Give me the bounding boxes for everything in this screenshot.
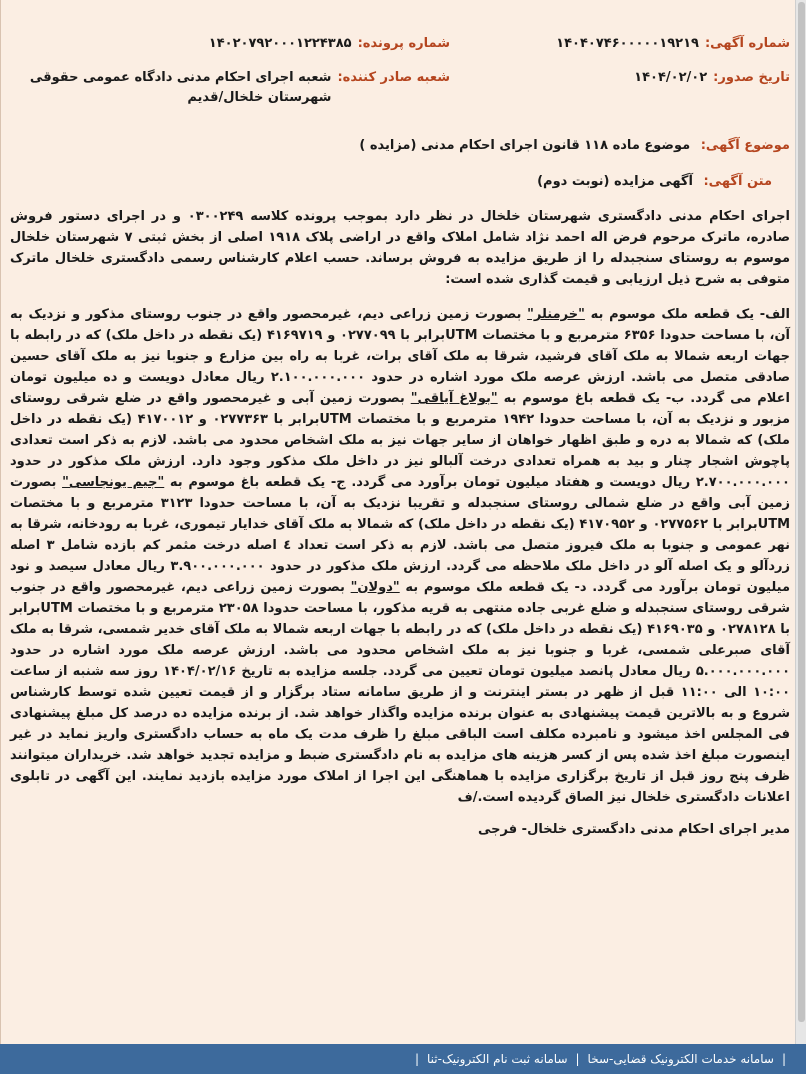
issuer-label: شعبه صادر کننده: [337, 70, 450, 85]
property-b-name: "بولاغ آیاقی" [410, 391, 498, 406]
issue-date [580, 68, 790, 88]
issue-date-value: ۱۴۰۴/۰۲/۰۲ [634, 70, 708, 85]
vertical-scrollbar[interactable] [795, 0, 806, 1044]
property-b-text: بصورت زمین آبی و غیرمحصور واقع در ضلع شرقی روستای مزبور و نزدیک به آن، با مساحت حدودا ۱۹۴۲ مترمربع و با مختصات UTMبرابر با ۰۲۷۷۳۶۳ و ۴۱۷۰۰۱۲ (یک نقطه در داخل ملک) که شمالا به دره و طبق اظهار خواهان از سایر جهات نیز به ملک اشخاص محدود می باشد. لازم به ذکر است تعدادی پاچوش اشجار چنار و بید به همراه تعدادی درخت آلبالو نیز در داخل ملک مذکور وجود دارد. ارزش ملک مذکور در حدود ۲.۷۰۰.۰۰۰.۰۰۰ ریال دویست و هفتاد میلیون تومان برآورد می گردد. ج- یک قطعه باغ موسوم به [10, 391, 791, 490]
footer-link-sana[interactable]: سامانه ثبت نام الکترونیک-ثنا [427, 1052, 568, 1066]
issuer-value: شعبه اجرای احکام مدنی دادگاه عمومی حقوقی شهرستان خلخال/قدیم [29, 70, 332, 105]
file-number-value: ۱۴۰۲۰۷۹۲۰۰۰۱۲۲۴۳۸۵ [208, 36, 352, 51]
issuer [10, 68, 450, 108]
notice-number-label: شماره آگهی: [704, 36, 790, 51]
subject-value: موضوع ماده ۱۱۸ قانون اجرای احکام مدنی (مزایده ) [359, 138, 691, 153]
meta-row-1 [10, 34, 790, 54]
footer-separator: | [781, 1052, 786, 1066]
file-number [10, 34, 450, 54]
scrollbar-thumb[interactable] [798, 2, 805, 1022]
text-title-label: متن آگهی: [703, 174, 772, 189]
property-c-name: "جیم یونجاسی" [62, 475, 165, 490]
footer-link-sakha[interactable]: سامانه خدمات الکترونیک قضایی-سخا [587, 1052, 774, 1066]
notice-content [10, 0, 790, 840]
footer-bar [0, 1044, 806, 1074]
notice-number-value: ۱۴۰۴۰۷۴۶۰۰۰۰۰۱۹۲۱۹ [556, 36, 699, 51]
notice-number [556, 34, 790, 54]
notice-text-title [10, 172, 772, 192]
properties-paragraph [10, 304, 790, 808]
subject-label: موضوع آگهی: [700, 138, 790, 153]
property-d-name: "دولان" [350, 580, 400, 595]
property-d-text: بصورت زمین زراعی دیم، غیرمحصور واقع در جنوب شرقی روستای سنجبدله و ضلع غربی جاده منتهی به قریه مذکور، با مساحت حدودا ۲۳۰۵۸ مترمربع و با مختصات UTMبرابر با ۰۲۷۸۱۲۸ و ۴۱۶۹۰۳۵ (یک نقطه در داخل ملک) که در رابطه با جهات اربعه شمالا به ملک آقای خدیر شمسی، شرقا به ملک آقای صبرعلی شمسی، غربا و جنوبا نیز به ملک اشخاص محدود می باشد. ارزش عرصه ملک مورد اشاره در حدود ۵.۰۰۰.۰۰۰.۰۰۰ ریال معادل پانصد میلیون تومان تعیین می گردد. جلسه مزایده به تاریخ ۱۴۰۴/۰۲/۱۶ روز سه شنبه از ساعت ۱۰:۰۰ الی ۱۱:۰۰ قبل از ظهر در بستر اینترنت و از طریق سامانه ستاد برگزار و از قیمت تعیین شده توسط کارشناس شروع و به بالاترین قیمت پیشنهادی به عنوان برنده مزایده واگذار خواهد شد. از برنده مزایده ده درصد کل مبلغ پیشنهادی فی المجلس اخذ میشود و نامبرده مکلف است الباقی مبلغ را ظرف مدت یک ماه به حساب دادگستری واریز نماید در غیر اینصورت مبلغ اخذ شده پس از کسر هزینه های مزایده به نام دادگستری ضبط و مزایده تجدید خواهد شد. خریداران میتوانند ظرف پنج روز قبل از تاریخ برگزاری مزایده با هماهنگی این اجرا از املاک مورد مزایده بازدید نمایند. این آگهی در تابلوی اعلانات دادگستری خلخال نیز الصاق گردیده است./ف [10, 580, 791, 805]
meta-row-2 [10, 68, 790, 108]
footer-separator: | [414, 1052, 420, 1066]
property-a-text-1: الف- یک قطعه ملک موسوم به [584, 307, 790, 322]
notice-subject [10, 136, 790, 156]
intro-paragraph: اجرای احکام مدنی دادگستری شهرستان خلخال در نظر دارد بموجب پرونده کلاسه ۰۳۰۰۲۴۹ و در اجرای دستور فروش صادره، ماترک مرحوم فرض اله احمد نژاد شامل املاک واقع در اراضی پلاک ۱۹۱۸ اصلی از بخش ثبتی ۷ شهرستان خلخال موسوم به روستای سنجبدله را از طریق مزایده به فروش برساند. حسب اعلام کارشناس رسمی دادگستری خلخال ماترک متوفی به شرح ذیل ارزیابی و قیمت گذاری شده است: [10, 209, 791, 287]
property-c-text: بصورت زمین آبی واقع در ضلع شمالی روستای سنجبدله و تقریبا نزدیک به آن، با مساحت حدودا ۳۱۲۳ مترمربع و با مختصات UTMبرابر با ۰۲۷۷۵۶۲ و ۴۱۷۰۹۵۲ (یک نقطه در داخل ملک) که شمالا به ملک آقای خدایار تیموری، غربا به رودخانه، شرقا به نهر عمومی و جنوبا به ملک فیروز متصل می باشد. لازم به ذکر است تعداد ٤ اصله درخت مثمر کم بازده شامل ۳ اصله زردآلو و یک اصله آلو در داخل ملک ملاحظه می گردد. ارزش ملک مذکور در حدود ۳.۹۰۰.۰۰۰.۰۰۰ ریال معادل سیصد و نود میلیون تومان برآورد می گردد. د- یک قطعه ملک موسوم به [10, 475, 791, 595]
footer-separator: | [575, 1052, 580, 1066]
property-a-text-2: بصورت زمین زراعی دیم، غیرمحصور واقع در جنوب روستای مذکور و نزدیک به آن، با مساحت حدودا ۶۳۵۶ مترمربع و با مختصات UTMبرابر با ۰۲۷۷۰۹۹ و ۴۱۶۹۷۱۹ (یک نقطه در داخل ملک) که در رابطه با جهات اربعه شمالا به ملک آقای فرشید، شرقا به ملک آقای برات، غربا به راه بین مزارع و جنوبا نیز به ملک آقای حسین صادقی متصل می باشد. ارزش عرصه ملک مورد اشاره در حدود ۲.۱۰۰.۰۰۰.۰۰۰ ریال معادل دویست و ده میلیون تومان اعلام می گردد. ب- یک قطعه باغ موسوم به [10, 307, 791, 406]
signature: مدیر اجرای احکام مدنی دادگستری خلخال- فرجی [478, 822, 790, 837]
text-title-value: آگهی مزایده (نوبت دوم) [537, 174, 693, 189]
issue-date-label: تاریخ صدور: [713, 70, 790, 85]
property-a-name: "خرمنلر" [527, 307, 585, 322]
file-number-label: شماره پرونده: [357, 36, 450, 51]
